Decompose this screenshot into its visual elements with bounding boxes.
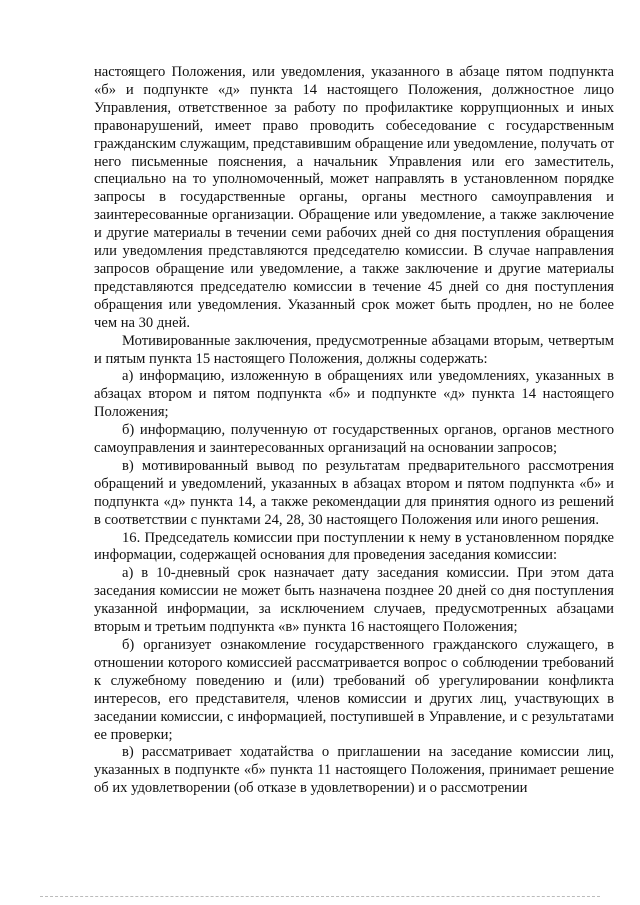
- paragraph-16-item-b: б) организует ознакомление государственного гражданского служащего, в отношении которого комиссией рассматривается вопрос о соблюдении требований к служебному поведению и (или) требований об урегулировании конфликта интересов, его представителя, членов комиссии и других лиц, участвующих в заседании комиссии, с информацией, поступившей в Управление, и с результатами ее проверки;: [94, 637, 614, 743]
- scan-edge-marks: [40, 896, 600, 899]
- paragraph-motivated-conclusions: Мотивированные заключения, предусмотренные абзацами вторым, четвертым и пятым пункта 15 настоящего Положения, должны содержать:: [94, 332, 614, 367]
- paragraph-item-a: а) информацию, изложенную в обращениях или уведомлениях, указанных в абзацах втором и пятом подпункта «б» и подпункте «д» пункта 14 настоящего Положения;: [94, 368, 614, 421]
- paragraph-item-v: в) мотивированный вывод по результатам предварительного рассмотрения обращений и уведомлений, указанных в абзацах втором и пятом подпункта «б» и подпункта «д» пункта 14, а также рекомендации для принятия одного из решений в соответствии с пунктами 24, 28, 30 настоящего Положения или иного решения.: [94, 457, 614, 528]
- document-body: [94, 64, 614, 798]
- paragraph-section-16: 16. Председатель комиссии при поступлении к нему в установленном порядке информации, содержащей основания для проведения заседания комиссии:: [94, 529, 614, 564]
- paragraph-16-item-a: а) в 10-дневный срок назначает дату заседания комиссии. При этом дата заседания комиссии не может быть назначена позднее 20 дней со дня поступления указанной информации, за исключением случаев, предусмотренных абзацами вторым и третьим подпункта «в» пункта 16 настоящего Положения;: [94, 565, 614, 636]
- paragraph-continuation: настоящего Положения, или уведомления, указанного в абзаце пятом подпункта «б» и подпункте «д» пункта 14 настоящего Положения, должностное лицо Управления, ответственное за работу по профилактике коррупционных и иных правонарушений, имеет право проводить собеседование с государственным гражданским служащим, представившим обращение или уведомление, получать от него письменные пояснения, а начальник Управления или его заместитель, специально на то уполномоченный, может направлять в установленном порядке запросы в государственные органы, органы местного самоуправления и заинтересованные организации. Обращение или уведомление, а также заключение и другие материалы в течении семи рабочих дней со дня поступления обращения или уведомления представляются председателю комиссии. В случае направления запросов обращение или уведомление, а также заключение и другие материалы представляются председателю комиссии в течение 45 дней со дня поступления обращения или уведомления. Указанный срок может быть продлен, но не более чем на 30 дней.: [94, 64, 614, 331]
- paragraph-16-item-v: в) рассматривает ходатайства о приглашении на заседание комиссии лиц, указанных в подпункте «б» пункта 11 настоящего Положения, принимает решение об их удовлетворении (об отказе в удовлетворении) и о рассмотрении: [94, 744, 614, 797]
- paragraph-item-b: б) информацию, полученную от государственных органов, органов местного самоуправления и заинтересованных организаций на основании запросов;: [94, 422, 614, 457]
